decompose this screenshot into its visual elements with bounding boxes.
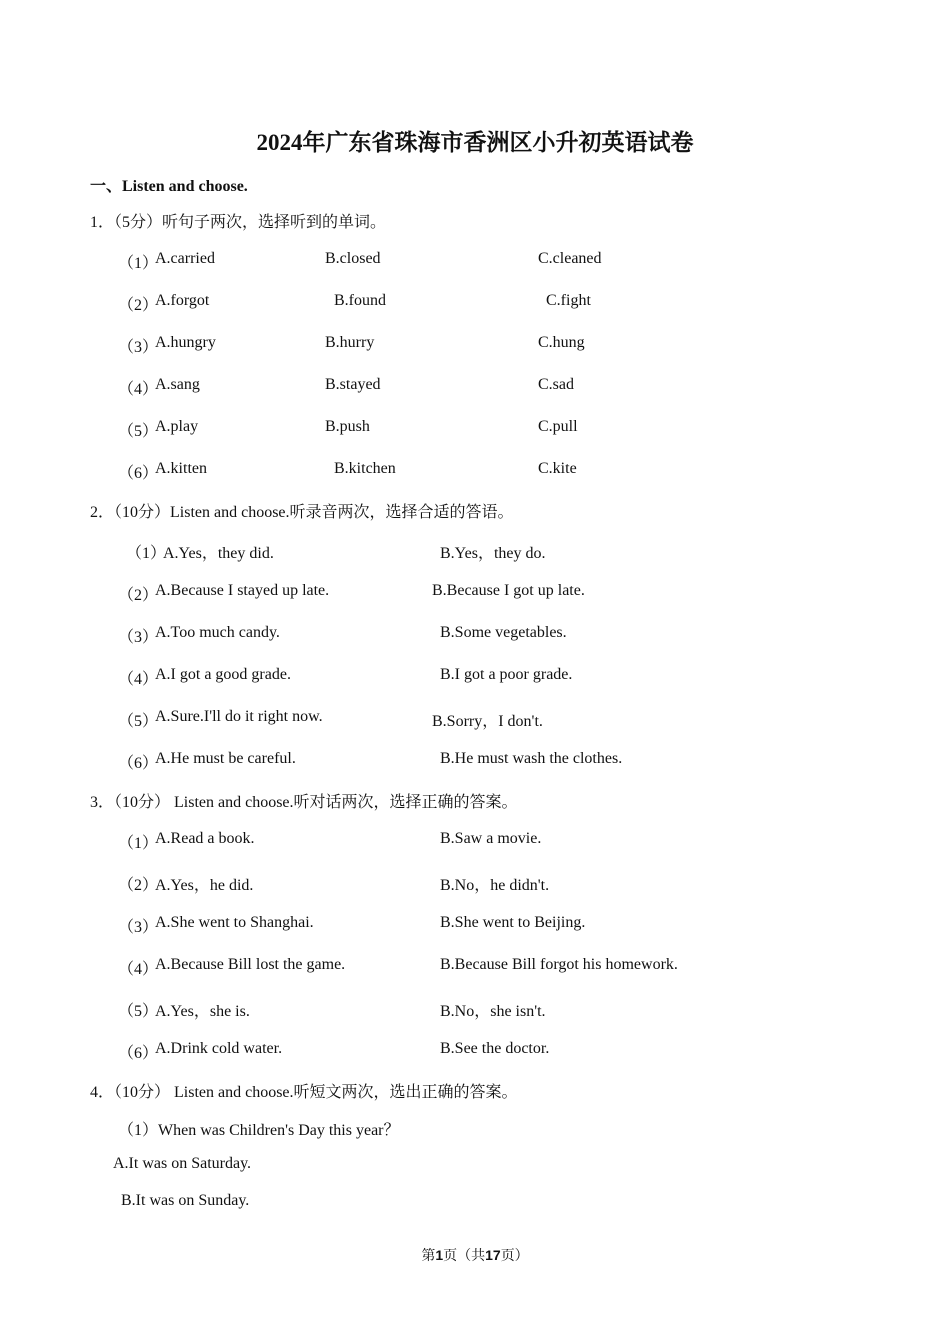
q1-option-c: C.pull [538, 418, 578, 435]
q2-item-number: （4） [118, 671, 159, 688]
q1-option-c: C.sad [538, 376, 574, 393]
question-3-stem: 3．（10分） Listen and choose.听对话两次，选择正确的答案。 [90, 794, 518, 811]
q1-option-a: A.play [155, 418, 199, 435]
q1-item-number: （3） [118, 339, 159, 356]
page-title: 2024年广东省珠海市香洲区小升初英语试卷 [256, 130, 694, 155]
q3-item-number: （6） [118, 1045, 159, 1062]
footer-middle: 页（共 [443, 1247, 486, 1263]
footer-total-pages: 17 [485, 1247, 501, 1263]
footer-prefix: 第 [421, 1247, 436, 1263]
page-footer [0, 1245, 950, 1265]
q3-option-b: B.Saw a movie. [440, 830, 542, 847]
q2-option-a: A.Yes，they did. [163, 545, 274, 562]
footer-suffix: 页） [500, 1247, 529, 1263]
question-4-stem: 4．（10分） Listen and choose.听短文两次，选出正确的答案。 [90, 1084, 518, 1101]
q2-option-b: B.Some vegetables. [440, 624, 567, 641]
q1-option-a: A.hungry [155, 334, 216, 351]
q3-option-a: A.Read a book. [155, 830, 255, 847]
q1-option-c: C.fight [546, 292, 591, 309]
q1-item-number: （5） [118, 423, 159, 440]
q3-option-b: B.See the doctor. [440, 1040, 550, 1057]
q1-option-a: A.sang [155, 376, 200, 393]
q2-option-a: A.Sure.I'll do it right now. [155, 708, 323, 725]
q1-option-a: A.carried [155, 250, 215, 267]
q1-item-number: （1） [118, 255, 159, 272]
q3-item-number: （5） [118, 1003, 159, 1020]
q2-item-number: （5） [118, 713, 159, 730]
q3-option-b: B.She went to Beijing. [440, 914, 586, 931]
q1-option-a: A.kitten [155, 460, 207, 477]
question-2-stem: 2．（10分）Listen and choose.听录音两次，选择合适的答语。 [90, 504, 514, 521]
q2-item-number: （2） [118, 587, 159, 604]
q2-item-number: （1） [126, 545, 167, 562]
q1-item-number: （4） [118, 381, 159, 398]
q1-item-number: （6） [118, 465, 159, 482]
q3-item-number: （2） [118, 877, 159, 894]
q2-option-a: A.Too much candy. [155, 624, 280, 641]
q2-option-a: A.I got a good grade. [155, 666, 291, 683]
q3-option-a: A.Because Bill lost the game. [155, 956, 346, 973]
q1-item-number: （2） [118, 297, 159, 314]
q3-option-b: B.Because Bill forgot his homework. [440, 956, 678, 973]
q4-sub-question: （1）When was Children's Day this year？ [118, 1122, 400, 1139]
q3-item-number: （4） [118, 961, 159, 978]
q3-option-a: A.She went to Shanghai. [155, 914, 314, 931]
section-heading: 一、Listen and choose. [90, 178, 248, 195]
q3-option-a: A.Yes，he did. [155, 877, 254, 894]
q4-option-a: A.It was on Saturday. [113, 1155, 252, 1172]
q4-option-b: B.It was on Sunday. [121, 1192, 250, 1209]
q2-item-number: （6） [118, 755, 159, 772]
q2-item-number: （3） [118, 629, 159, 646]
q2-option-b: B.Because I got up late. [432, 582, 585, 599]
q2-option-a: A.Because I stayed up late. [155, 582, 330, 599]
q3-item-number: （3） [118, 919, 159, 936]
q2-option-b: B.I got a poor grade. [440, 666, 573, 683]
q1-option-c: C.kite [538, 460, 577, 477]
q1-option-b: B.stayed [325, 376, 381, 393]
q1-option-b: B.push [325, 418, 370, 435]
q1-option-c: C.hung [538, 334, 585, 351]
q3-option-a: A.Drink cold water. [155, 1040, 283, 1057]
q1-option-a: A.forgot [155, 292, 210, 309]
footer-page-number: 1 [435, 1247, 444, 1263]
q1-option-c: C.cleaned [538, 250, 602, 267]
q2-option-a: A.He must be careful. [155, 750, 296, 767]
q2-option-b: B.Sorry，I don't. [432, 713, 543, 730]
question-1-stem: 1．（5分）听句子两次，选择听到的单词。 [90, 214, 387, 231]
q3-item-number: （1） [118, 835, 159, 852]
q1-option-b: B.hurry [325, 334, 375, 351]
q1-option-b: B.found [334, 292, 386, 309]
q3-option-b: B.No，he didn't. [440, 877, 550, 894]
q3-option-a: A.Yes，she is. [155, 1003, 250, 1020]
q3-option-b: B.No，she isn't. [440, 1003, 546, 1020]
q2-option-b: B.He must wash the clothes. [440, 750, 623, 767]
q1-option-b: B.closed [325, 250, 381, 267]
q2-option-b: B.Yes，they do. [440, 545, 546, 562]
q1-option-b: B.kitchen [334, 460, 396, 477]
